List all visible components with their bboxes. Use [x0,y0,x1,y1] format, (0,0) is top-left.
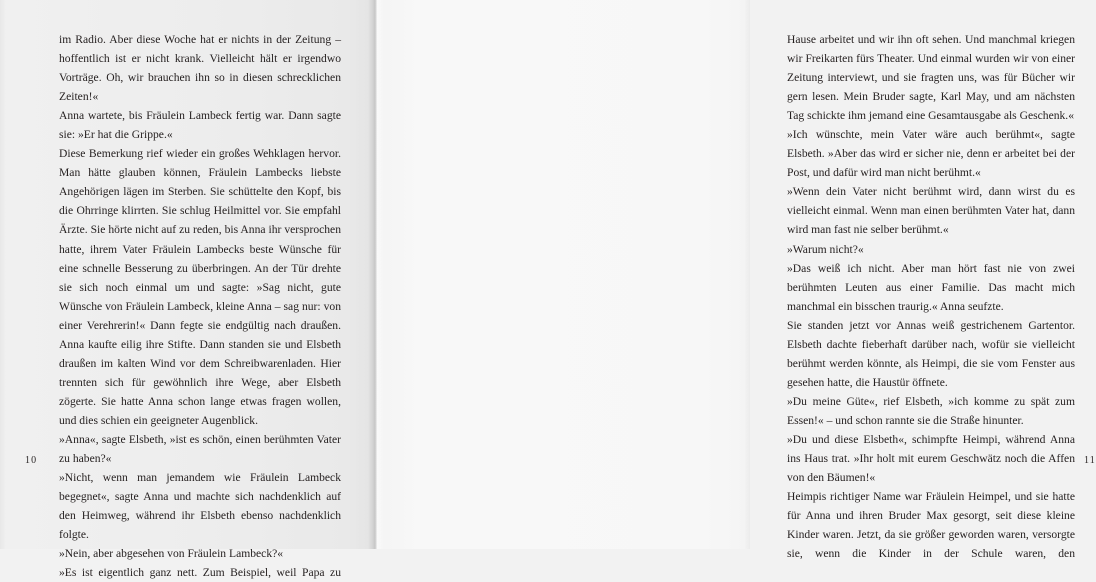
right-page-text-block [787,30,1075,563]
right-paper-edge [744,0,750,549]
page-number-left: 10 [25,455,38,466]
paragraph: »Wenn dein Vater nicht berühmt wird, dann wirst du es vielleicht einmal. Wenn man einen berühmten Vater hat, dann wird man fast nie selber berühmt.« [787,185,1075,237]
paragraph: Anna kaufte eilig ihre Stifte. Dann standen sie und Elsbeth draußen im kalten Wind vor dem Schreibwarenladen. Hier trennten sich für gewöhnlich ihre Wege, aber Elsbeth zögerte. Sie hatte Anna schon lange etwas fragen wollen, und dies schien ein geeigneter Augenblick. [59,337,341,427]
right-page [375,0,1096,561]
paragraph: »Anna«, sagte Elsbeth, »ist es schön, einen berühmten Vater zu haben?« [59,432,341,466]
paragraph: Heimpis richtiger Name war Fräulein Heimpel, und sie hatte für Anna und ihren Bruder Max gesorgt, seit diese kleine Kinder waren. Jetzt, da sie größer geworden waren, versorgte sie, wenn die Kinder in der Schule waren, den [787,490,1075,561]
paragraph: im Radio. Aber diese Woche hat er nichts in der Zeitung – hoffentlich ist er nicht krank. Vielleicht hält er irgendwo Vorträge. Oh, wir brauchen ihn so in diesen schrecklichen Zeiten!« [59,33,341,104]
paragraph: Sie standen jetzt vor Annas weiß gestrichenem Gartentor. Elsbeth dachte fieberhaft darüber nach, wofür sie vielleicht berühmt werden könnte, als Heimpi, die sie vom Fenster aus gesehen hatte, die Haustür öffnete. [787,318,1075,389]
left-page-text-block [59,30,341,582]
paragraph: Hause arbeitet und wir ihn oft sehen. Und manchmal kriegen wir Freikarten fürs Theater. Und einmal wurden wir von einer Zeitung interviewt, und sie fragten uns, was für Bücher wir gern lesen. Mein Bruder sagte, Karl May, und am nächsten Tag schickte ihm jemand eine Gesamtausgabe als Geschenk.« [787,33,1075,123]
paragraph: »Nein, aber abgesehen von Fräulein Lambeck?« [59,547,284,561]
paragraph: »Es ist eigentlich ganz nett. Zum Beispiel, weil Papa zu [59,566,341,580]
paragraph: Anna wartete, bis Fräulein Lambeck fertig war. Dann sagte sie: »Er hat die Grippe.« [59,109,341,142]
paragraph: Diese Bemerkung rief wieder ein großes Wehklagen hervor. Man hätte glauben können, Fräulein Lambecks liebste Angehörigen lägen im Sterben. Sie schüttelte den Kopf, bis die Ohrringe klirrten. Sie schlug Heilmittel vor. Sie empfahl Ärzte. Sie hörte nicht auf zu reden, bis Anna ihr versprochen hatte, ihrem Vater Fräulein Lambecks beste Wünsche für eine schnelle Besserung zu überbringen. An der Tür drehte sie sich noch einmal um und sagte: »Sag nicht, gute Wünsche von Fräulein Lambeck, kleine Anna – sag nur: von einer Verehrerin!« Dann fegte sie endgültig nach draußen. [59,147,341,332]
paragraph: »Du meine Güte«, rief Elsbeth, »ich komme zu spät zum Essen!« – und schon rannte sie die Straße hinunter. [787,394,1075,427]
paragraph: »Du und diese Elsbeth«, schimpfte Heimpi, während Anna ins Haus trat. »Ihr holt mit eurem Geschwätz noch die Affen von den Bäumen!« [787,432,1075,485]
paragraph: »Ich wünschte, mein Vater wäre auch berühmt«, sagte Elsbeth. »Aber das wird er sicher nie, denn er arbeitet bei der Post, und dafür wird man nicht berühmt.« [787,128,1075,180]
page-number-right: 11 [1084,455,1096,466]
left-paper-edge [0,0,6,549]
paragraph: »Warum nicht?« [787,242,864,256]
paragraph: »Das weiß ich nicht. Aber man hört fast nie von zwei berühmten Leuten aus einer Familie. Das macht mich manchmal ein bisschen traurig.« Anna seufzte. [787,261,1075,313]
paragraph: »Nicht, wenn man jemandem wie Fräulein Lambeck begegnet«, sagte Anna und machte sich nachdenklich auf den Heimweg, während ihr Elsbeth ebenso nachdenklich folgte. [59,471,341,542]
left-page [0,0,375,580]
